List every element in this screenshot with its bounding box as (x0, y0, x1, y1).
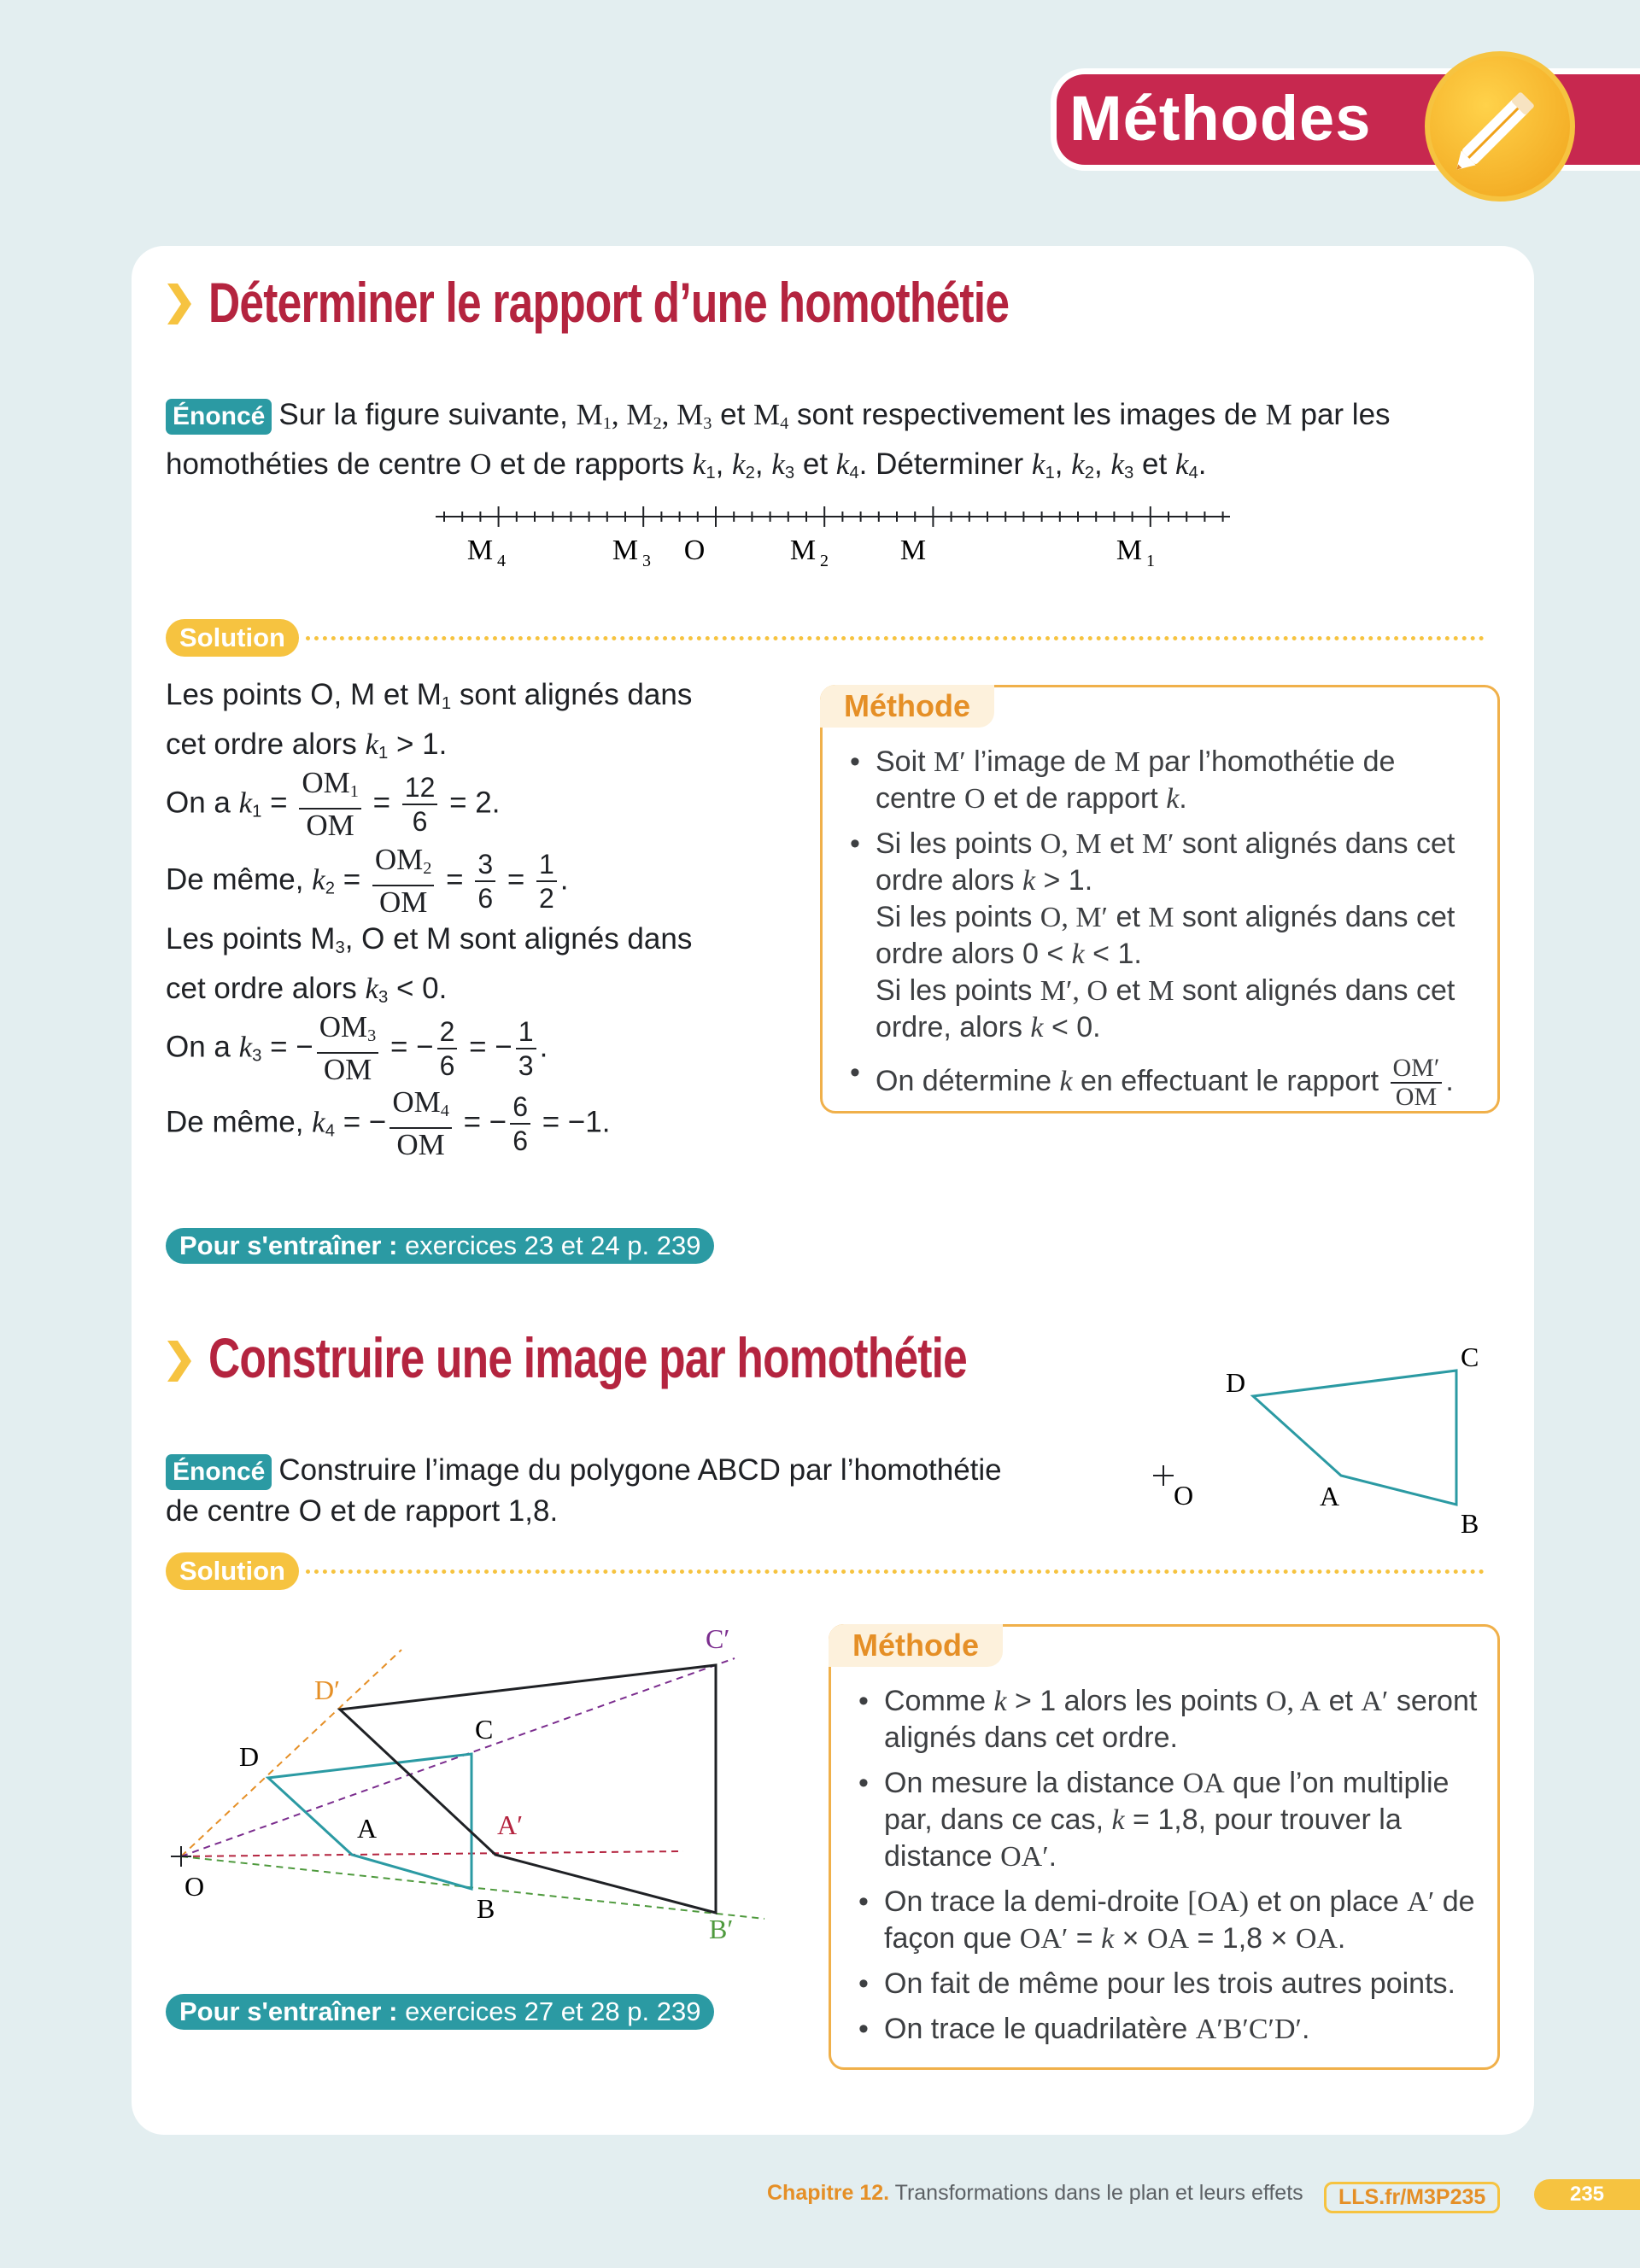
label-m4: M (466, 535, 494, 566)
label-o: O (683, 535, 706, 566)
svg-text:2: 2 (820, 552, 829, 570)
label-a: A (1320, 1481, 1340, 1511)
label-m2: M (789, 535, 817, 566)
label-o: O (184, 1871, 205, 1902)
methode-item: • On mesure la distance OA que l’on multiplie par, dans ce cas, k = 1,8, pour trouver la distance OA′. (855, 1765, 1480, 1875)
methodes-tab (1051, 61, 1640, 174)
train-link-1[interactable]: Pour s'entraîner : exercices 23 et 24 p. 239 (166, 1228, 714, 1264)
label-d: D (239, 1741, 260, 1772)
label-m1: M (1116, 535, 1143, 566)
chevron-right-icon (167, 1341, 191, 1382)
lls-link[interactable]: LLS.fr/M3P235 (1324, 2182, 1500, 2213)
label-c: C (475, 1714, 494, 1745)
equation-k3: On a $k_3$ = − $\frac{OM_3}{OM}$ = − $\frac{2}{6}$ = − $\frac{1}{3}$ . (166, 1010, 548, 1087)
methode-label: Méthode (820, 685, 994, 728)
label-o: O (1174, 1480, 1194, 1511)
footer-chapter: Chapitre 12. Transformations dans le plan et leurs effets (767, 2181, 1303, 2205)
train-link-2[interactable]: Pour s'entraîner : exercices 27 et 28 p. 239 (166, 1994, 714, 2030)
equation-k1: On a $k_1$ = $\frac{OM_1}{OM}$ = $\frac{12}{6}$ = 2. (166, 766, 501, 843)
solution-badge: Solution (166, 619, 299, 657)
methode-item: • Si les points O, M et M′ sont alignés dans cet ordre alors k > 1. Si les points O, M′ et M sont alignés dans cet ordre alors 0 < k < 1. Si les points M′, O et M sont alignés dans cet ordre, alors k < 0. (846, 826, 1480, 1046)
equation-k2: De même, $k_2$ = $\frac{OM_2}{OM}$ = $\frac{3}{6}$ = $\frac{1}{2}$ . (166, 843, 569, 920)
methode-label: Méthode (829, 1624, 1003, 1667)
svg-text:1: 1 (1146, 552, 1155, 570)
section2-title: Construire une image par homothétie (208, 1326, 968, 1389)
polygon-abcd-figure (1136, 1332, 1503, 1546)
section1-enonce: Énoncé Sur la figure suivante, $M_1$, $M_2$, $M_3$ et $M_4$ sont respectivement les images de M par les homothéties de centre O et de rapports $k_1$, $k_2$, $k_3$ et $k_4$. Déterminer $k_1$, $k_2$, $k_3$ et $k_4$. (166, 398, 1391, 483)
label-a: A (357, 1813, 378, 1844)
methodes-label: Méthodes (1069, 83, 1372, 154)
methode-box-2 (829, 1624, 1500, 2070)
methode-box-1 (820, 685, 1500, 1114)
section2-enonce: Énoncé Construire l’image du polygone ABCD par l’homothétie de centre O et de rapport 1,8. (166, 1453, 1002, 1528)
methode-item: • On trace la demi-droite [OA) et on place A′ de façon que OA′ = k × OA = 1,8 × OA. (855, 1884, 1480, 1957)
methode-item: • Comme k > 1 alors les points O, A et A′ seront alignés dans cet ordre. (855, 1683, 1480, 1757)
methode-item: • Soit M′ l’image de M par l’homothétie de centre O et de rapport k. (846, 744, 1480, 817)
pencil-icon (1425, 51, 1575, 202)
page-number: 235 (1534, 2179, 1640, 2210)
chevron-right-icon (167, 284, 191, 324)
label-b-prime: B′ (709, 1914, 734, 1944)
enonce-badge: Énoncé (166, 1454, 272, 1490)
svg-text:3: 3 (642, 552, 651, 570)
label-m: M (899, 535, 927, 566)
label-c: C (1461, 1342, 1479, 1372)
construction-figure (162, 1614, 777, 1955)
number-line (427, 500, 1239, 576)
methode-item: • On fait de même pour les trois autres points. (855, 1966, 1480, 2002)
dotted-separator (306, 636, 1485, 640)
solution-badge: Solution (166, 1552, 299, 1590)
solution1-text-2: Les points $M_3$, O et M sont alignés dans cet ordre alors $k_3 < 0$. (166, 922, 693, 1008)
label-m3: M (612, 535, 639, 566)
methode-item: • On trace le quadrilatère A′B′C′D′. (855, 2011, 1480, 2048)
label-b: B (477, 1893, 495, 1924)
methode-item: • On détermine k en effectuant le rapport $\frac{OM'}{OM}$ . (846, 1055, 1480, 1111)
label-a-prime: A′ (497, 1809, 524, 1840)
label-b: B (1461, 1508, 1479, 1539)
label-d: D (1226, 1367, 1246, 1398)
equation-k4: De même, $k_4$ = − $\frac{OM_4}{OM}$ = − $\frac{6}{6}$ = −1. (166, 1085, 611, 1162)
label-d-prime: D′ (314, 1675, 341, 1705)
solution1-text: Les points O, M et $M_1$ sont alignés dans cet ordre alors $k_1 > 1$. (166, 678, 693, 763)
svg-text:4: 4 (497, 552, 506, 570)
dotted-separator (306, 1569, 1485, 1574)
label-c-prime: C′ (706, 1623, 730, 1654)
section1-title: Déterminer le rapport d’une homothétie (208, 271, 1010, 334)
enonce-badge: Énoncé (166, 399, 272, 435)
